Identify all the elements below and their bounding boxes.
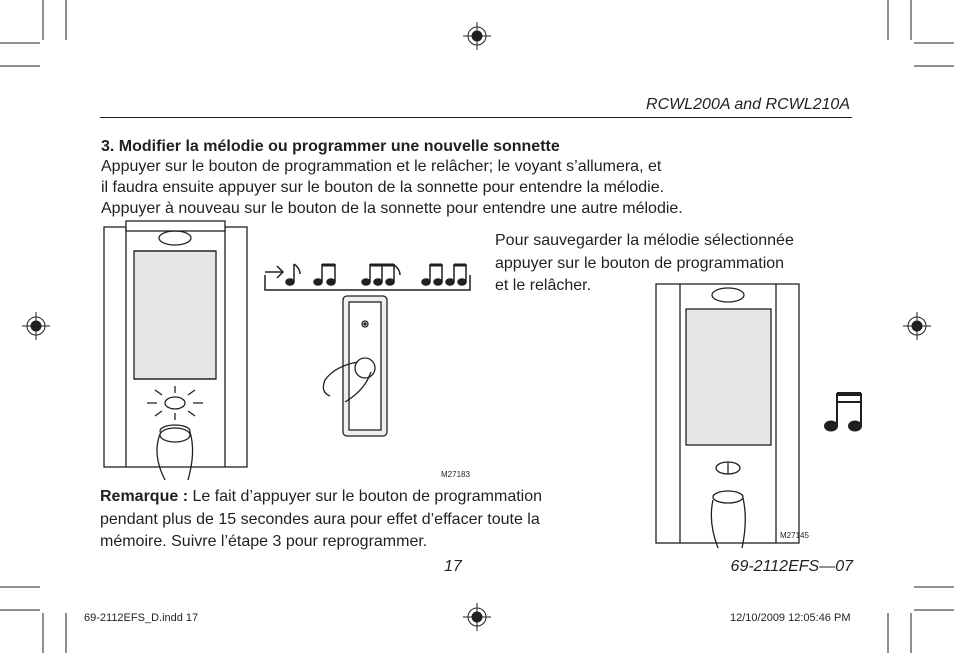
page-number: 17 <box>444 558 462 575</box>
header-model-name: RCWL200A and RCWL210A <box>646 96 850 113</box>
note-label: Remarque : <box>100 488 189 505</box>
step-title: 3. Modifier la mélodie ou programmer une nouvelle sonnette <box>101 138 560 155</box>
figure-code-left: M27183 <box>441 470 470 479</box>
note-text-1: Le fait d’appuyer sur le bouton de programmation <box>192 488 543 505</box>
figure-code-right: M27145 <box>780 531 809 540</box>
save-line-3: et le relâcher. <box>495 277 592 294</box>
note-line-2: pendant plus de 15 secondes aura pour effet d’effacer toute la <box>100 511 540 528</box>
document-number: 69-2112EFS—07 <box>730 558 853 575</box>
note-line-1 <box>100 487 542 506</box>
save-line-2: appuyer sur le bouton de programmation <box>495 255 785 272</box>
save-line-1: Pour sauvegarder la mélodie sélectionnée <box>495 232 794 249</box>
note-line-3: mémoire. Suivre l’étape 3 pour reprogrammer. <box>100 533 428 550</box>
slug-file-name: 69-2112EFS_D.indd 17 <box>84 612 199 624</box>
step-line-3: Appuyer à nouveau sur le bouton de la sonnette pour entendre une autre mélodie. <box>101 200 683 217</box>
slug-timestamp: 12/10/2009 12:05:46 PM <box>730 612 851 624</box>
header-rule <box>100 117 852 118</box>
step-line-2: il faudra ensuite appuyer sur le bouton de la sonnette pour entendre la mélodie. <box>101 179 665 196</box>
step-line-1: Appuyer sur le bouton de programmation et le relâcher; le voyant s’allumera, et <box>101 158 662 175</box>
